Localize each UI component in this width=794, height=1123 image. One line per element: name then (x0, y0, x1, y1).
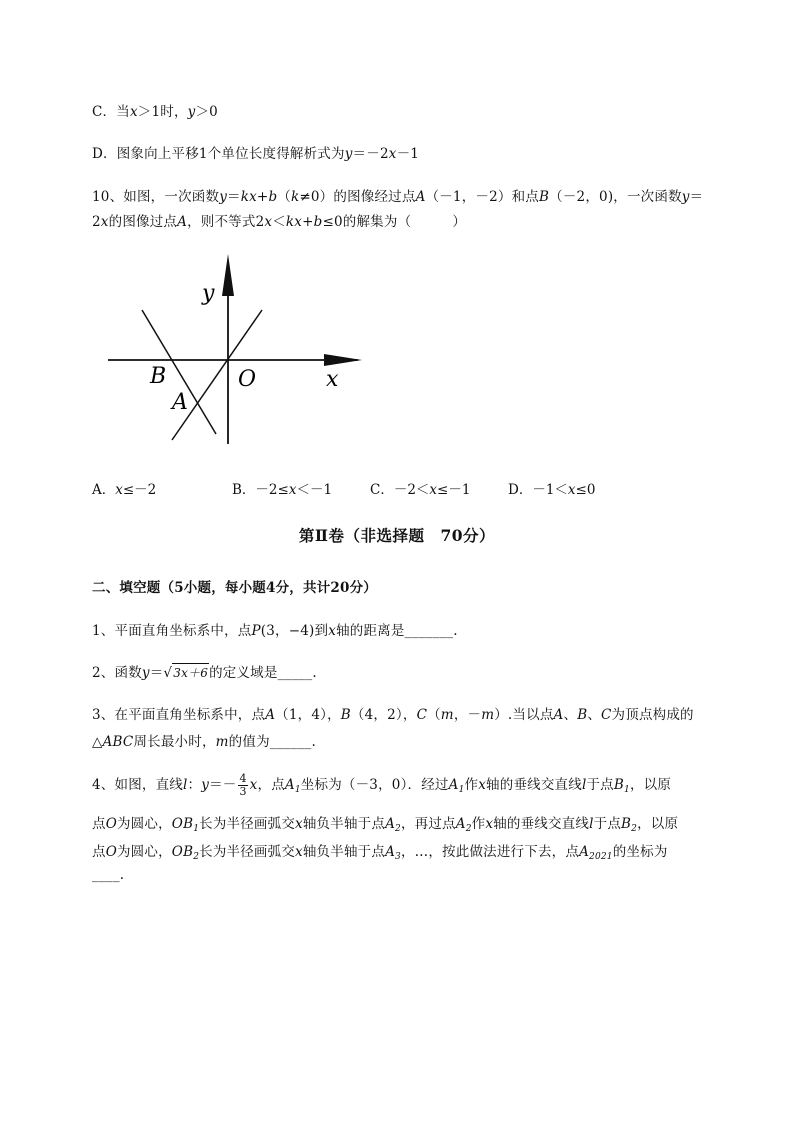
fill-question-3-line-1: 3、在平面直角坐标系中，点A（1，4），B（4，2），C（m，－m）.当以点A、B、C为顶点构成的 (92, 707, 694, 723)
q10-option-a[interactable]: A．x≤－2 (92, 482, 157, 498)
q10-figure (100, 250, 370, 450)
label-y: y (202, 281, 215, 306)
fill-question-4-line-4: ____. (92, 867, 125, 883)
label-b: B (150, 364, 167, 389)
q10-option-b[interactable]: B．－2≤x＜－1 (232, 482, 333, 498)
fill-question-4-line-2: 点O为圆心，$OB_1$长为半径画弧交x轴负半轴于点$A_2$，再过点$A_2$作x轴的垂线交直线l于点$B_2$，以原 (92, 816, 679, 834)
section-heading: 二、填空题（5小题，每小题4分，共计20分） (92, 580, 377, 596)
label-o: O (238, 367, 257, 392)
fill-question-2: 2、函数y＝√3x＋6的定义域是_____. (92, 665, 317, 681)
q10-option-c[interactable]: C．－2＜x≤－1 (370, 482, 471, 498)
fraction-four-thirds: $\frac{4}{3}$ (239, 772, 247, 798)
q10-stem-line-1: 10、如图，一次函数y＝kx+b（k≠0）的图像经过点A（－1，－2）和点B（－2，0)，一次函数y＝ (92, 189, 704, 205)
fill-question-4-line-3: 点O为圆心，$OB_2$长为半径画弧交x轴负半轴于点$A_3$，…，按此做法进行下去，点$A_{2021}$的坐标为 (92, 844, 668, 862)
sqrt-symbol: √ (163, 665, 173, 681)
fill-question-4-line-1: 4、如图，直线l：y＝－ $\frac{4}{3}$ x，点$A_1$坐标为（－3，0）．经过$A_1$作x轴的垂线交直线l于点$B_1$，以原 (92, 772, 672, 798)
label-a: A (172, 390, 188, 415)
q10-stem-line-2: 2x的图像过点A，则不等式2x＜kx+b≤0的解集为（ ） (92, 214, 467, 230)
section-title: 第Ⅱ卷（非选择题 70分） (298, 526, 496, 545)
x-axis-arrow (324, 354, 362, 366)
q10-option-d[interactable]: D．－1＜x≤0 (508, 482, 596, 498)
radicand: 3x＋6 (172, 663, 209, 681)
q9-option-c: C．当x＞1时，y＞0 (92, 104, 218, 120)
fill-question-3-line-2: △ABC周长最小时，m的值为______. (92, 734, 316, 750)
fill-question-1: 1、平面直角坐标系中，点P(3，−4)到x轴的距离是_______. (92, 623, 458, 639)
q9-option-d: D．图象向上平移1个单位长度得解析式为y＝－2x－1 (92, 146, 420, 162)
y-axis-arrow (222, 254, 234, 296)
label-x: x (326, 367, 339, 392)
